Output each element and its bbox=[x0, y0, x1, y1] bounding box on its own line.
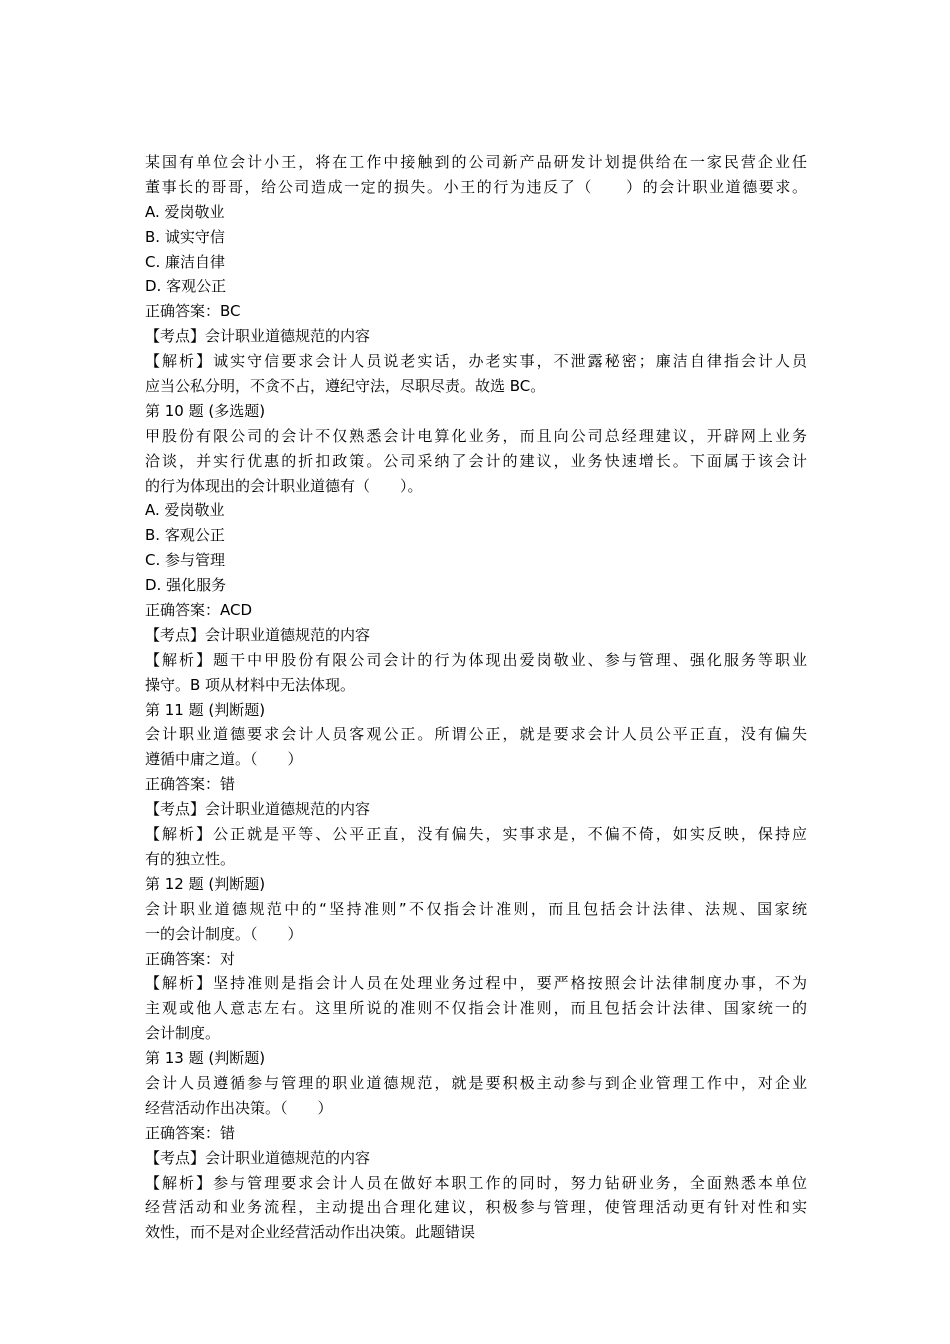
text-line: 正确答案：错 bbox=[145, 1123, 236, 1142]
text-line: 【解析】诚实守信要求会计人员说老实话，办老实事，不泄露秘密；廉洁自律指会计人员 bbox=[145, 352, 807, 371]
text-line: 【解析】公正就是平等、公平正直，没有偏失，实事求是，不偏不倚，如实反映，保持应 bbox=[145, 825, 807, 844]
text-line: 应当公私分明，不贪不占，遵纪守法，尽职尽责。故选 BC。 bbox=[145, 377, 546, 396]
text-line: 【考点】会计职业道德规范的内容 bbox=[145, 625, 371, 644]
text-line: 的行为体现出的会计职业道德有（ ）。 bbox=[145, 476, 423, 495]
text-line: 【考点】会计职业道德规范的内容 bbox=[145, 800, 371, 819]
text-line: 第 11 题 (判断题) bbox=[145, 700, 266, 719]
text-line: 洽谈，并实行优惠的折扣政策。公司采纳了会计的建议，业务快速增长。下面属于该会计 bbox=[145, 451, 807, 470]
text-line: 操守。B 项从材料中无法体现。 bbox=[145, 675, 356, 694]
document-page bbox=[145, 150, 807, 1245]
text-line: 正确答案：ACD bbox=[145, 601, 253, 620]
text-line: 正确答案：错 bbox=[145, 775, 236, 794]
text-line: 遵循中庸之道。（ ） bbox=[145, 750, 303, 769]
text-line: 第 13 题 (判断题) bbox=[145, 1049, 266, 1068]
text-line: 会计人员遵循参与管理的职业道德规范，就是要积极主动参与到企业管理工作中，对企业 bbox=[145, 1073, 807, 1092]
text-line: 一的会计制度。（ ） bbox=[145, 924, 303, 943]
text-line: 【解析】参与管理要求会计人员在做好本职工作的同时，努力钻研业务，全面熟悉本单位 bbox=[145, 1173, 807, 1192]
text-line: 效性，而不是对企业经营活动作出决策。此题错误 bbox=[145, 1223, 476, 1242]
text-line: 【考点】会计职业道德规范的内容 bbox=[145, 1148, 371, 1167]
text-line: C. 廉洁自律 bbox=[145, 252, 226, 271]
text-line: 正确答案：BC bbox=[145, 302, 241, 321]
text-line: B. 客观公正 bbox=[145, 526, 225, 545]
text-line: A. 爱岗敬业 bbox=[145, 202, 225, 221]
text-line: 正确答案：对 bbox=[145, 949, 236, 968]
text-line: 会计制度。 bbox=[145, 1024, 221, 1043]
text-line: D. 强化服务 bbox=[145, 576, 227, 595]
text-line: 【解析】坚持准则是指会计人员在处理业务过程中，要严格按照会计法律制度办事，不为 bbox=[145, 974, 807, 993]
text-line: 经营活动和业务流程，主动提出合理化建议，积极参与管理，使管理活动更有针对性和实 bbox=[145, 1198, 807, 1217]
text-line: 董事长的哥哥，给公司造成一定的损失。小王的行为违反了（ ）的会计职业道德要求。 bbox=[145, 177, 807, 196]
text-line: 会计职业道德规范中的“坚持准则”不仅指会计准则，而且包括会计法律、法规、国家统 bbox=[145, 899, 807, 918]
text-line: 【解析】题干中甲股份有限公司会计的行为体现出爱岗敬业、参与管理、强化服务等职业 bbox=[145, 650, 807, 669]
text-line: A. 爱岗敬业 bbox=[145, 501, 225, 520]
text-line: C. 参与管理 bbox=[145, 551, 226, 570]
text-line: B. 诚实守信 bbox=[145, 227, 225, 246]
text-line: 【考点】会计职业道德规范的内容 bbox=[145, 327, 371, 346]
text-line: 主观或他人意志左右。这里所说的准则不仅指会计准则，而且包括会计法律、国家统一的 bbox=[145, 999, 807, 1018]
text-line: D. 客观公正 bbox=[145, 277, 227, 296]
text-line: 会计职业道德要求会计人员客观公正。所谓公正，就是要求会计人员公平正直，没有偏失 bbox=[145, 725, 807, 744]
text-line: 有的独立性。 bbox=[145, 849, 236, 868]
text-line: 第 12 题 (判断题) bbox=[145, 874, 266, 893]
text-line: 经营活动作出决策。（ ） bbox=[145, 1098, 333, 1117]
text-line: 某国有单位会计小王，将在工作中接触到的公司新产品研发计划提供给在一家民营企业任 bbox=[145, 153, 807, 171]
text-line: 第 10 题 (多选题) bbox=[145, 401, 266, 420]
text-line: 甲股份有限公司的会计不仅熟悉会计电算化业务，而且向公司总经理建议，开辟网上业务 bbox=[145, 426, 807, 445]
